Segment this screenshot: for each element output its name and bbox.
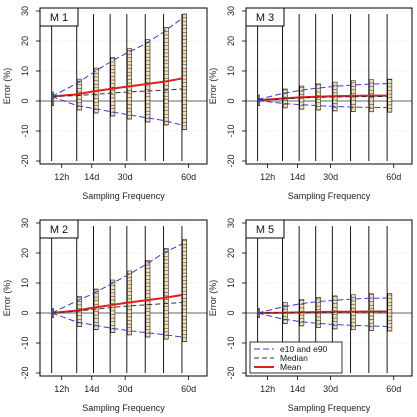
- y-tick-label: 30: [226, 5, 236, 17]
- series-e90: [52, 19, 182, 97]
- y-tick-label: -10: [20, 124, 30, 138]
- series-mean: [52, 79, 182, 97]
- x-tick-label: 30d: [117, 172, 133, 182]
- y-tick-label: 10: [20, 65, 30, 77]
- x-tick-label: 14d: [84, 384, 100, 394]
- x-tick-label: 12h: [54, 384, 70, 394]
- violin: [369, 14, 374, 161]
- y-axis-label: Error (%): [208, 67, 218, 105]
- x-axis-label: Sampling Frequency: [82, 191, 165, 201]
- panel-title: M 5: [255, 224, 275, 236]
- chart-panel-2: [208, 6, 412, 201]
- x-tick-label: 60d: [386, 172, 402, 182]
- chart-panel-3: [2, 218, 207, 413]
- y-tick-label: 30: [20, 217, 30, 229]
- violin: [182, 14, 187, 161]
- y-tick-label: -20: [20, 366, 30, 380]
- y-tick-label: -20: [226, 366, 236, 380]
- legend-label: Mean: [280, 362, 302, 372]
- violin: [164, 226, 169, 373]
- y-tick-label: 0: [20, 98, 30, 104]
- violin: [299, 14, 304, 161]
- x-axis-label: Sampling Frequency: [82, 403, 165, 413]
- y-tick-label: 10: [226, 277, 236, 289]
- y-tick-label: 30: [20, 5, 30, 17]
- y-tick-label: 20: [226, 247, 236, 259]
- violin: [369, 226, 374, 373]
- violin-body: [146, 261, 150, 338]
- violin-body: [127, 49, 131, 120]
- violin-body: [111, 58, 115, 117]
- legend-label: e10 and e90: [280, 344, 328, 354]
- y-axis-label: Error (%): [2, 279, 12, 317]
- violin: [145, 14, 150, 161]
- y-axis-label: Error (%): [208, 279, 218, 317]
- y-tick-label: 10: [226, 65, 236, 77]
- violin: [52, 226, 54, 373]
- violin-body: [388, 294, 392, 332]
- violin: [164, 14, 169, 161]
- y-tick-label: -20: [20, 154, 30, 168]
- x-tick-label: 14d: [289, 172, 305, 182]
- violin: [52, 14, 54, 161]
- x-tick-label: 60d: [386, 384, 402, 394]
- violin-body: [388, 79, 392, 112]
- violin: [283, 14, 288, 161]
- series-e10: [258, 313, 388, 327]
- x-tick-label: 30d: [323, 172, 339, 182]
- x-axis-label: Sampling Frequency: [287, 403, 371, 413]
- x-axis-label: Sampling Frequency: [287, 191, 371, 201]
- legend-label: Median: [280, 353, 308, 363]
- chart-panel-1: [2, 6, 207, 201]
- y-tick-label: 10: [20, 277, 30, 289]
- x-tick-label: 12h: [260, 384, 276, 394]
- panel-title: M 3: [255, 12, 275, 24]
- violin: [77, 14, 82, 161]
- violin-body: [164, 249, 168, 340]
- violin: [110, 226, 115, 373]
- violin: [127, 226, 132, 373]
- violin-body: [146, 40, 150, 123]
- y-tick-label: 0: [226, 98, 236, 104]
- series-median: [52, 89, 182, 97]
- y-tick-label: 20: [20, 35, 30, 47]
- panel-title: M 2: [49, 224, 69, 236]
- violin: [182, 226, 187, 373]
- legend: [250, 342, 342, 373]
- y-tick-label: 0: [20, 310, 30, 316]
- x-tick-label: 60d: [181, 172, 197, 182]
- x-tick-label: 14d: [289, 384, 305, 394]
- violin: [93, 226, 98, 373]
- x-tick-label: 14d: [84, 172, 100, 182]
- x-tick-label: 60d: [181, 384, 197, 394]
- y-tick-label: 20: [20, 247, 30, 259]
- violin: [387, 14, 392, 161]
- x-tick-label: 30d: [323, 384, 339, 394]
- violin-body: [183, 240, 187, 342]
- y-tick-label: -10: [226, 124, 236, 138]
- violin: [258, 14, 260, 161]
- y-tick-label: 30: [226, 217, 236, 229]
- y-tick-label: -10: [226, 336, 236, 350]
- violin: [93, 14, 98, 161]
- violin-body: [52, 92, 54, 106]
- y-tick-label: 20: [226, 35, 236, 47]
- panel-title: M 1: [49, 12, 69, 24]
- x-tick-label: 12h: [54, 172, 70, 182]
- x-tick-label: 30d: [117, 384, 133, 394]
- violin-body: [111, 280, 115, 333]
- y-tick-label: -10: [20, 336, 30, 350]
- y-tick-label: -20: [226, 154, 236, 168]
- chart-panel-4: [208, 218, 412, 413]
- violin: [387, 226, 392, 373]
- y-axis-label: Error (%): [2, 67, 12, 105]
- violin: [332, 14, 337, 161]
- violin: [351, 14, 356, 161]
- series-e90: [52, 244, 182, 313]
- series-e10: [52, 313, 182, 337]
- x-tick-label: 12h: [260, 172, 276, 182]
- y-tick-label: 0: [226, 310, 236, 316]
